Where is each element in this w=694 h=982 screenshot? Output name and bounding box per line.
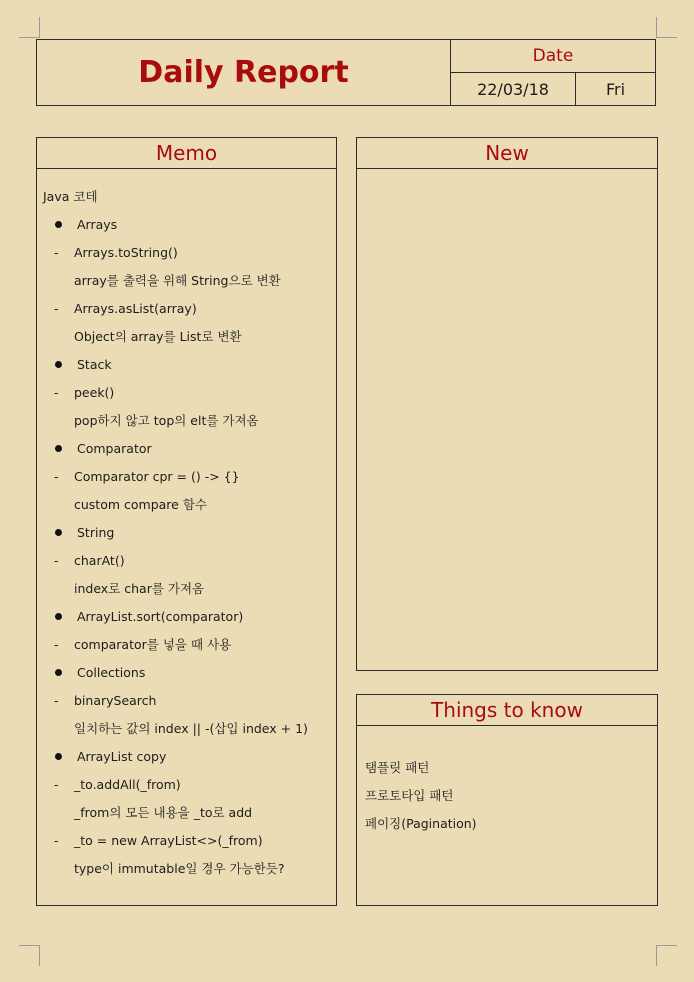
bullet-dot-icon — [55, 445, 62, 452]
bullet-dot-icon — [55, 669, 62, 676]
memo-line-text: index로 char를 가져옴 — [74, 581, 205, 596]
things-to-know-item: 프로토타입 패턴 — [365, 788, 454, 803]
date-value: 22/03/18 — [451, 73, 576, 105]
memo-line-text: _to = new ArrayList<>(_from) — [74, 833, 263, 848]
dash-marker-icon: - — [54, 301, 59, 316]
dash-marker-icon: - — [54, 469, 59, 484]
memo-panel — [36, 137, 337, 906]
memo-line-text: Arrays.asList(array) — [74, 301, 197, 316]
memo-line-text: Arrays — [77, 217, 118, 232]
memo-line-text: peek() — [74, 385, 115, 400]
bullet-dot-icon — [55, 221, 62, 228]
bullet-dot-icon — [55, 753, 62, 760]
memo-line-text: String — [77, 525, 115, 540]
crop-mark-top-right — [656, 17, 677, 38]
memo-line-text: _to.addAll(_from) — [74, 777, 181, 792]
memo-line-text: Object의 array를 List로 변환 — [74, 329, 242, 344]
memo-line-text: Java 코테 — [43, 189, 98, 204]
dash-marker-icon: - — [54, 245, 59, 260]
new-panel — [356, 137, 658, 671]
memo-line-text: _from의 모든 내용을 _to로 add — [74, 805, 253, 820]
memo-line-text: pop하지 않고 top의 elt를 가져옴 — [74, 413, 259, 428]
dash-marker-icon: - — [54, 553, 59, 568]
dash-marker-icon: - — [54, 385, 59, 400]
memo-heading: Memo — [37, 138, 336, 169]
memo-line-text: type이 immutable일 경우 가능한듯? — [74, 861, 285, 876]
dash-marker-icon: - — [54, 833, 59, 848]
things-to-know-item: 탬플릿 패턴 — [365, 760, 430, 775]
things-to-know-heading: Things to know — [357, 695, 657, 726]
crop-mark-bottom-right — [656, 945, 677, 966]
dash-marker-icon: - — [54, 777, 59, 792]
memo-line-text: Arrays.toString() — [74, 245, 178, 260]
memo-line-text: Comparator — [77, 441, 152, 456]
memo-line-text: charAt() — [74, 553, 125, 568]
crop-mark-bottom-left — [19, 945, 40, 966]
things-to-know-item: 페이징(Pagination) — [365, 816, 477, 831]
crop-mark-top-left — [19, 17, 40, 38]
dash-marker-icon: - — [54, 637, 59, 652]
memo-line-text: Collections — [77, 665, 146, 680]
dash-marker-icon: - — [54, 693, 59, 708]
report-header — [36, 39, 656, 106]
page-title: Daily Report — [37, 40, 451, 105]
memo-line-text: Stack — [77, 357, 112, 372]
memo-line-text: 일치하는 값의 index || -(삽입 index + 1) — [74, 721, 308, 736]
bullet-dot-icon — [55, 361, 62, 368]
memo-line-text: Comparator cpr = () -> {} — [74, 469, 240, 484]
new-heading: New — [357, 138, 657, 169]
memo-line-text: comparator를 넣을 때 사용 — [74, 637, 232, 652]
memo-line-text: binarySearch — [74, 693, 157, 708]
date-label: Date — [451, 40, 655, 73]
memo-line-text: ArrayList copy — [77, 749, 167, 764]
day-value: Fri — [605, 79, 626, 99]
memo-line-text: custom compare 함수 — [74, 497, 207, 512]
bullet-dot-icon — [55, 529, 62, 536]
things-to-know-panel — [356, 694, 658, 906]
bullet-dot-icon — [55, 613, 62, 620]
memo-line-text: array를 출력을 위해 String으로 변환 — [74, 273, 281, 288]
memo-line-text: ArrayList.sort(comparator) — [77, 609, 244, 624]
